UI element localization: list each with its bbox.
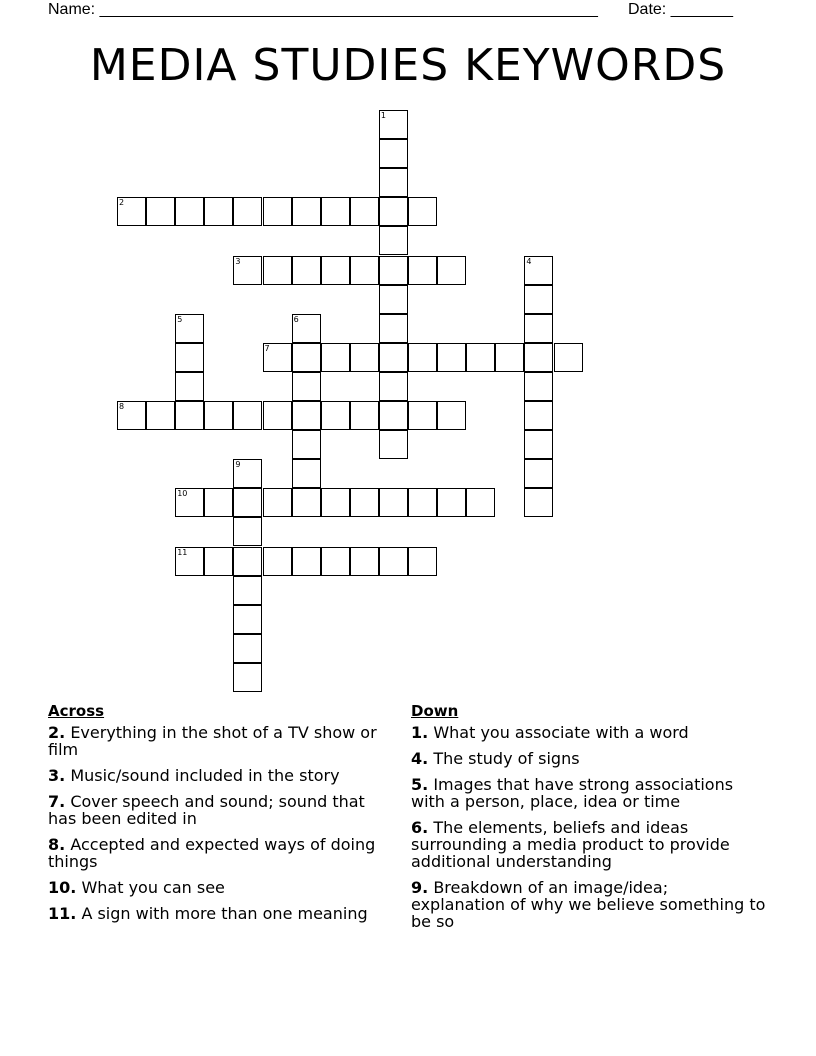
grid-cell[interactable] <box>292 314 321 343</box>
grid-cell[interactable] <box>233 488 262 517</box>
clue-number: 6. <box>411 818 429 837</box>
clue-number: 8. <box>48 835 66 854</box>
grid-cell[interactable] <box>117 197 146 226</box>
grid-cell[interactable] <box>524 285 553 314</box>
grid-cell[interactable] <box>292 401 321 430</box>
grid-cell[interactable] <box>292 547 321 576</box>
grid-cell[interactable] <box>379 110 408 139</box>
grid-cell[interactable] <box>117 401 146 430</box>
clue-text: Accepted and expected ways of doing things <box>48 835 376 871</box>
grid-cell[interactable] <box>263 256 292 285</box>
across-clues <box>48 702 393 931</box>
grid-cell[interactable] <box>263 401 292 430</box>
clue-text: Breakdown of an image/idea; explanation of why we believe something to be so <box>411 878 766 931</box>
clue-across-11 <box>48 905 393 922</box>
grid-cell[interactable] <box>204 547 233 576</box>
grid-cell[interactable] <box>321 547 350 576</box>
grid-cell[interactable] <box>204 197 233 226</box>
cell-number: 7 <box>264 343 270 353</box>
grid-cell[interactable] <box>350 197 379 226</box>
clue-text: Images that have strong associations with a person, place, idea or time <box>411 775 734 811</box>
grid-cell[interactable] <box>495 343 524 372</box>
grid-cell[interactable] <box>379 226 408 255</box>
grid-cell[interactable] <box>233 517 262 546</box>
date-field[interactable]: Date: _______ <box>628 1 733 18</box>
clue-text: What you can see <box>81 878 225 897</box>
cell-number: 2 <box>119 198 125 208</box>
cell-number: 3 <box>235 256 241 266</box>
clue-down-9 <box>411 879 766 930</box>
grid-cell[interactable] <box>350 256 379 285</box>
grid-cell[interactable] <box>350 401 379 430</box>
clue-number: 2. <box>48 723 66 742</box>
clue-number: 9. <box>411 878 429 897</box>
grid-cell[interactable] <box>524 256 553 285</box>
grid-cell[interactable] <box>321 343 350 372</box>
grid-cell[interactable] <box>292 488 321 517</box>
grid-cell[interactable] <box>233 634 262 663</box>
grid-cell[interactable] <box>146 197 175 226</box>
grid-cell[interactable] <box>292 459 321 488</box>
clue-number: 3. <box>48 766 66 785</box>
cell-number: 11 <box>177 547 188 557</box>
grid-cell[interactable] <box>292 430 321 459</box>
grid-cell[interactable] <box>292 256 321 285</box>
cell-number: 1 <box>380 111 386 120</box>
grid-cell[interactable] <box>233 401 262 430</box>
clue-across-8 <box>48 836 393 870</box>
grid-cell[interactable] <box>263 197 292 226</box>
grid-cell[interactable] <box>321 197 350 226</box>
cell-number: 8 <box>119 402 125 411</box>
clue-down-1 <box>411 724 766 741</box>
grid-cell[interactable] <box>321 401 350 430</box>
clue-down-5 <box>411 776 766 810</box>
clue-text: What you associate with a word <box>433 723 689 742</box>
grid-cell[interactable] <box>379 372 408 401</box>
grid-cell[interactable] <box>379 343 408 372</box>
clue-text: A sign with more than one meaning <box>81 904 368 923</box>
clue-number: 1. <box>411 723 429 742</box>
grid-cell[interactable] <box>524 488 553 517</box>
clue-across-7 <box>48 793 393 827</box>
grid-cell[interactable] <box>233 663 262 692</box>
grid-cell[interactable] <box>146 401 175 430</box>
grid-cell[interactable] <box>204 401 233 430</box>
grid-cell[interactable] <box>350 488 379 517</box>
grid-cell[interactable] <box>204 488 233 517</box>
grid-cell[interactable] <box>321 488 350 517</box>
grid-cell[interactable] <box>350 547 379 576</box>
grid-cell[interactable] <box>292 372 321 401</box>
grid-cell[interactable] <box>233 197 262 226</box>
grid-cell[interactable] <box>292 343 321 372</box>
grid-cell[interactable] <box>437 256 466 285</box>
grid-cell[interactable] <box>408 343 437 372</box>
cell-number: 10 <box>177 489 188 499</box>
grid-cell[interactable] <box>175 401 204 430</box>
down-heading: Down <box>411 702 459 720</box>
clue-across-10 <box>48 879 393 896</box>
grid-cell[interactable] <box>263 488 292 517</box>
clue-number: 4. <box>411 749 429 768</box>
clue-across-2 <box>48 724 393 758</box>
grid-cell[interactable] <box>408 488 437 517</box>
grid-cell[interactable] <box>175 547 204 576</box>
grid-cell[interactable] <box>233 576 262 605</box>
grid-cell[interactable] <box>233 605 262 634</box>
page-title: MEDIA STUDIES KEYWORDS <box>89 40 727 91</box>
grid-cell[interactable] <box>437 401 466 430</box>
grid-cell[interactable] <box>175 488 204 517</box>
grid-cell[interactable] <box>379 488 408 517</box>
grid-cell[interactable] <box>408 547 437 576</box>
grid-cell[interactable] <box>350 343 379 372</box>
down-clues <box>411 702 766 939</box>
grid-cell[interactable] <box>233 547 262 576</box>
grid-cell[interactable] <box>175 197 204 226</box>
clue-text: Everything in the shot of a TV show or film <box>48 723 377 759</box>
grid-cell[interactable] <box>175 343 204 372</box>
name-field[interactable]: Name: ________________________________________________________ <box>48 1 598 18</box>
grid-cell[interactable] <box>263 547 292 576</box>
grid-cell[interactable] <box>379 401 408 430</box>
grid-cell[interactable] <box>437 488 466 517</box>
clue-text: Music/sound included in the story <box>70 766 340 785</box>
grid-cell[interactable] <box>379 314 408 343</box>
grid-cell[interactable] <box>379 430 408 459</box>
clue-down-4 <box>411 750 766 767</box>
grid-cell[interactable] <box>408 401 437 430</box>
grid-cell[interactable] <box>408 256 437 285</box>
clue-across-3 <box>48 767 393 784</box>
grid-cell[interactable] <box>466 343 495 372</box>
grid-cell[interactable] <box>263 343 292 372</box>
grid-cell[interactable] <box>379 168 408 197</box>
grid-cell[interactable] <box>233 459 262 488</box>
grid-cell[interactable] <box>292 197 321 226</box>
clue-number: 7. <box>48 792 66 811</box>
grid-cell[interactable] <box>379 256 408 285</box>
clue-text: The elements, beliefs and ideas surrounding a media product to provide additional understanding <box>411 818 730 871</box>
grid-cell[interactable] <box>379 197 408 226</box>
grid-cell[interactable] <box>524 401 553 430</box>
clue-text: The study of signs <box>433 749 580 768</box>
grid-cell[interactable] <box>524 372 553 401</box>
grid-cell[interactable] <box>321 256 350 285</box>
clue-number: 5. <box>411 775 429 794</box>
clue-number: 11. <box>48 904 77 923</box>
across-heading: Across <box>48 702 105 720</box>
grid-cell[interactable] <box>175 372 204 401</box>
grid-cell[interactable] <box>437 343 466 372</box>
grid-cell[interactable] <box>466 488 495 517</box>
grid-cell[interactable] <box>175 314 204 343</box>
cell-number: 5 <box>177 314 183 324</box>
grid-cell[interactable] <box>379 547 408 576</box>
cell-number: 6 <box>293 314 299 324</box>
grid-cell[interactable] <box>524 314 553 343</box>
grid-cell[interactable] <box>379 139 408 168</box>
clue-down-6 <box>411 819 766 870</box>
grid-cell[interactable] <box>554 343 583 372</box>
grid-cell[interactable] <box>524 343 553 372</box>
grid-cell[interactable] <box>233 256 262 285</box>
clue-text: Cover speech and sound; sound that has been edited in <box>48 792 365 828</box>
cell-number: 9 <box>235 460 241 470</box>
grid-cell[interactable] <box>524 459 553 488</box>
grid-cell[interactable] <box>408 197 437 226</box>
clue-number: 10. <box>48 878 77 897</box>
grid-cell[interactable] <box>379 285 408 314</box>
grid-cell[interactable] <box>524 430 553 459</box>
cell-number: 4 <box>526 256 532 266</box>
